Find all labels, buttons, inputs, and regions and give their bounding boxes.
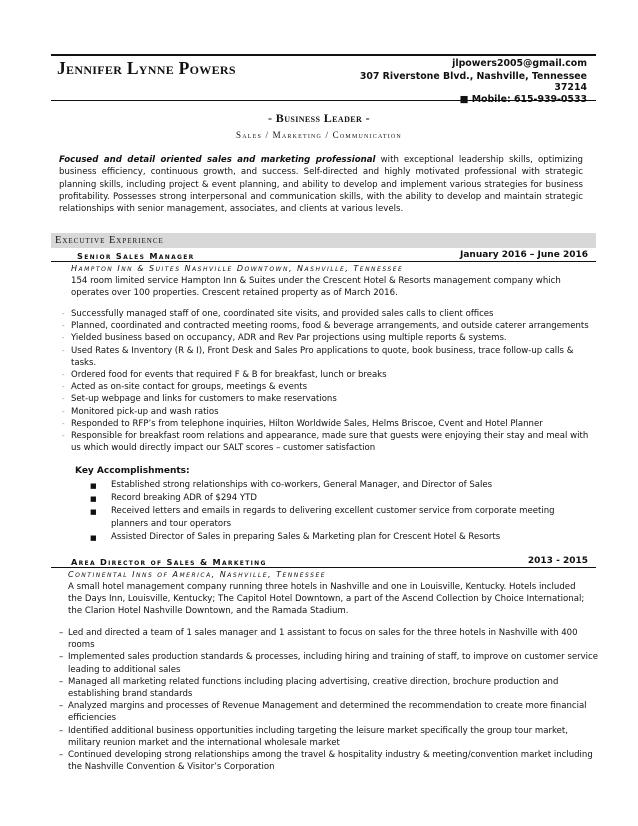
summary-body: with exceptional leadership skills, optimizing business efficiency, continuous growth, and success. Self-directed and highly motivated professional with strategic planning skills, including project & event planning, and ability to develop and implement various strategies for business profitability. Possesses strong interpersonal and communication skills, with the ability to develop and maintain strategic relationships with senior management, associates, and clients at various levels. [59,155,583,215]
list-item [62,345,599,369]
duty-text: Responded to RFP’s from telephone inquiries, Hilton Worldwide Sales, Helms Briscoe, Cvent and Hotel Planner [71,418,543,429]
job2-company: Continental Inns of America, Nashville, Tennessee [68,570,327,579]
duty-text: Used Rates & Inventory (R & I), Front Desk and Sales Pro applications to quote, book business, trace follow-up calls & tasks. [71,345,574,368]
contact-zip: 37214 [554,82,587,93]
job2-dates: 2013 - 2015 [527,556,588,566]
header-top-rule [51,54,596,56]
list-item [62,430,599,454]
list-item [90,531,581,544]
duty-text: Ordered food for events that required F & B for breakfast, lunch or breaks [71,370,387,381]
bullet-marker: – [59,676,64,687]
list-item [90,479,581,492]
duty-text: Planned, coordinated and contracted meeting rooms, food & beverage arrangements, and outside caterer arrangements [71,321,589,332]
bullet-marker: - [62,383,65,392]
contact-mobile: ■ Mobile: 615-939-0533 [459,94,587,105]
headline-title: - Business Leader - [268,111,370,125]
contact-email: jlpowers2005@gmail.com [452,58,587,69]
list-item [62,406,599,418]
list-item [59,627,598,651]
bullet-marker: - [62,419,65,428]
candidate-name: Jennifer Lynne Powers [57,58,236,78]
list-item [90,492,581,505]
bullet-marker: ■ [90,534,97,542]
professional-summary [59,154,583,215]
bullet-marker: - [62,432,65,441]
job2-rule [51,567,596,568]
bullet-marker: – [59,628,64,638]
bullet-marker: – [59,701,64,712]
bullet-marker: - [62,371,65,380]
job2-role: Area Director of Sales & Marketing [71,557,267,567]
duty-text: Responsible for breakfast room relations and appearance, made sure that guests were enjoying their stay and meal with us which would directly impact our SALT scores – customer satisfaction [71,431,589,454]
duty-text: Analyzed margins and processes of Revenue Management and determined the recommendation to create more financial efficiencies [68,701,587,724]
accomplishments-heading: Key Accomplishments: [75,466,190,476]
job1-company: Hampton Inn & Suites Nashville Downtown, Nashville, Tennessee [71,264,404,273]
list-item [59,700,598,724]
bullet-marker: - [62,407,65,416]
contact-address: 307 Riverstone Blvd., Nashville, Tennessee [359,71,587,82]
list-item [62,332,599,344]
list-item [62,369,599,381]
bullet-marker: – [59,652,64,663]
bullet-marker: - [62,334,65,343]
list-item [59,651,598,675]
bullet-marker: - [62,310,65,318]
job1-accomplishments [90,479,581,544]
job1-dates: January 2016 – June 2016 [459,250,588,260]
duty-text: Yielded business based on occupancy, ADR and Rev Par projections using multiple reports & systems. [71,333,507,344]
job1-duties [62,308,599,454]
job2-description: A small hotel management company running three hotels in Nashville and one in Louisville, Kentucky. Hotels included the Days Inn, Louisville, Kentucky; The Capitol Hotel Downtown, a part of the Ascend Collection by Choice International; the Clarion Hotel Nashville Downtown, and the Ramada Stadium. [68,582,585,617]
accomplishment-text: Record breaking ADR of $294 YTD [111,493,257,503]
bullet-marker: ■ [90,495,97,503]
list-item [59,676,598,700]
section-title: Executive Experience [55,235,164,246]
bullet-marker: - [62,346,65,355]
duty-text: Managed all marketing related functions including placing advertising, creative direction, brochure production and establishing brand standards [68,676,559,700]
duty-text: Led and directed a team of 1 sales manager and 1 assistant to focus on sales for the three hotels in Nashville with 400 rooms [68,628,578,651]
duty-text: Identified additional business opportunities including targeting the leisure market specifically the group tour market, military reunion market and the international wholesale market [68,725,568,748]
list-item [62,381,599,393]
duty-text: Acted as on-site contact for groups, meetings & events [71,382,308,393]
accomplishment-text: Established strong relationships with co-workers, General Manager, and Director of Sales [111,480,493,490]
job1-description: 154 room limited service Hampton Inn & Suites under the Crescent Hotel & Resorts management company which operates over 100 properties. Crescent retained property as of March 2016. [71,276,561,299]
bullet-marker: - [62,322,65,331]
list-item [59,725,598,749]
bullet-marker: – [59,725,64,736]
bullet-marker: ■ [90,482,97,490]
job1-role: Senior Sales Manager [77,251,195,261]
duty-text: Set-up webpage and links for customers to make reservations [71,394,337,405]
job1-rule [51,261,596,262]
duty-text: Continued developing strong relationships among the travel & hospitality industry & meeting/convention market including the Nashville Convention & Visitor’s Corporation [68,750,593,773]
accomplishment-text: Assisted Director of Sales in preparing Sales & Marketing plan for Crescent Hotel & Resorts [111,532,501,542]
list-item [62,308,599,320]
duty-text: Successfully managed staff of one, coordinated site visits, and provided sales calls to client offices [71,309,494,319]
list-item [62,418,599,430]
bullet-marker: – [59,750,64,761]
duty-text: Implemented sales production standards & processes, including hiring and training of staff, to improve on customer service leading to additional sales [68,652,598,675]
list-item [62,393,599,405]
list-item [59,749,598,773]
summary-lead: Focused and detail oriented sales and marketing professional [59,155,376,165]
list-item [62,320,599,332]
duty-text: Monitored pick-up and wash ratios [71,406,219,417]
bullet-marker: ■ [90,508,97,516]
bullet-marker: - [62,395,65,404]
accomplishment-text: Received letters and emails in regards to delivering excellent customer service from corporate meeting planners and tour operators [111,506,555,529]
headline-subtitle: Sales / Marketing / Communication [236,130,402,140]
list-item [90,505,581,531]
job2-duties [59,627,598,773]
